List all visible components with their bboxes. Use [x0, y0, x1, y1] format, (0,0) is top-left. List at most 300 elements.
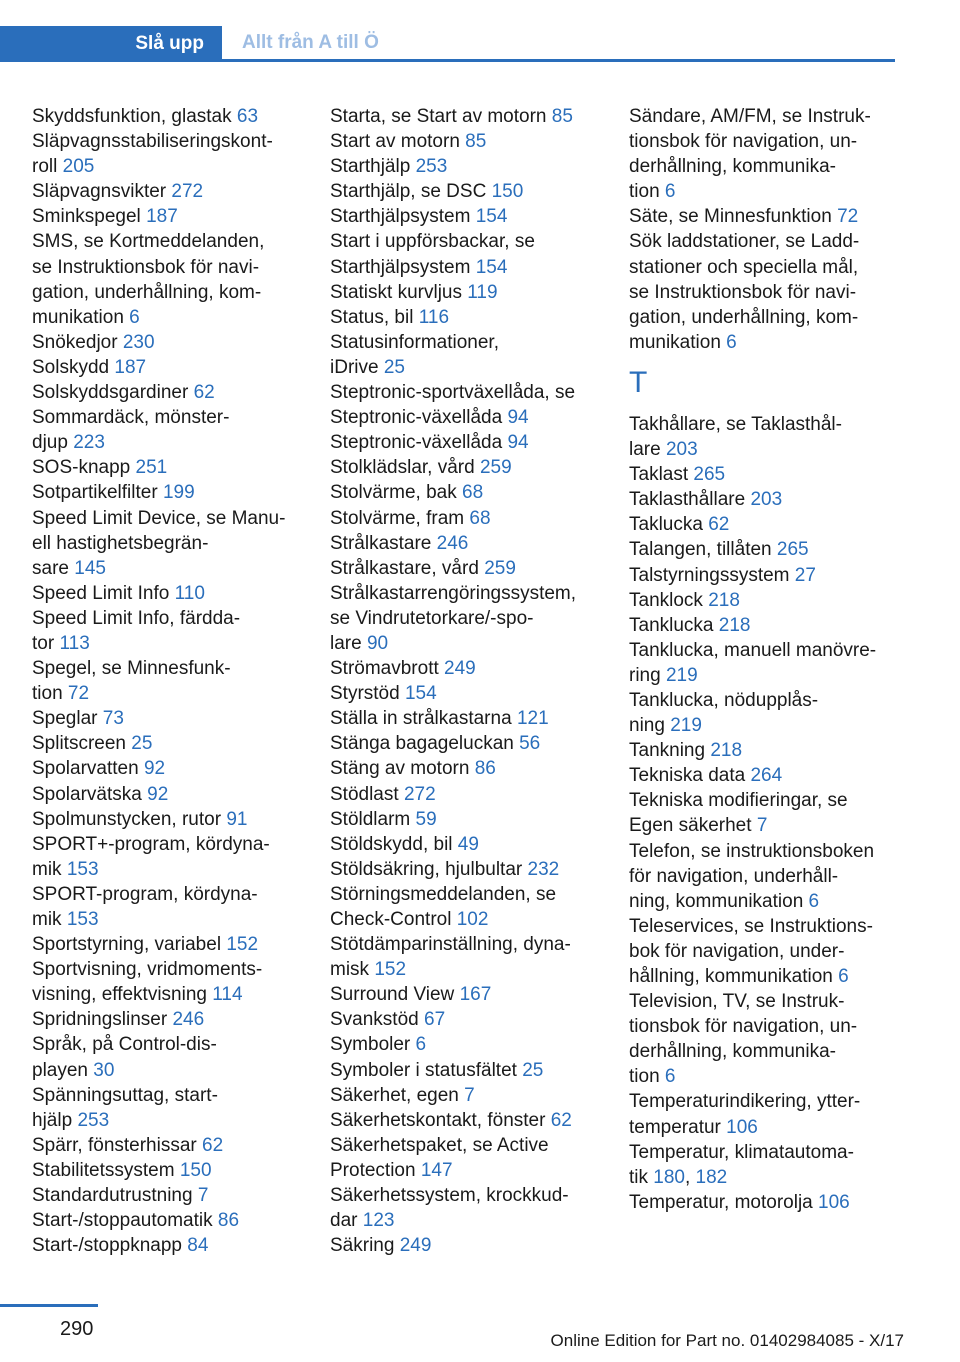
- page-reference-link[interactable]: 150: [491, 181, 524, 203]
- index-entry: [629, 1140, 899, 1190]
- index-entry: [32, 731, 302, 756]
- page-reference-link[interactable]: 218: [718, 614, 751, 636]
- index-entry: [32, 1007, 302, 1032]
- entry-text: [330, 1108, 602, 1133]
- entry-text: [330, 531, 602, 556]
- page-reference-link[interactable]: 152: [226, 934, 259, 956]
- entry-term: Säkerhetssystem, krockkud-: [330, 1185, 569, 1207]
- page-reference-link[interactable]: 249: [399, 1235, 432, 1257]
- page-reference-link[interactable]: 68: [462, 482, 484, 504]
- entry-text: [629, 763, 899, 788]
- entry-text: [32, 957, 302, 982]
- page-reference-link[interactable]: 30: [93, 1059, 115, 1081]
- page-reference-link[interactable]: 67: [424, 1009, 446, 1031]
- entry-term: hjälp: [32, 1109, 73, 1131]
- entry-term: derhållning, kommunika-: [629, 156, 836, 178]
- tab-a-to-z[interactable]: Allt från A till Ö: [242, 31, 379, 53]
- entry-text: [330, 280, 602, 305]
- page-reference-link[interactable]: 62: [202, 1134, 224, 1156]
- page-reference-link[interactable]: 72: [837, 206, 859, 228]
- entry-term: Spegel, se Minnesfunk-: [32, 658, 231, 680]
- page-reference-link[interactable]: 110: [174, 582, 205, 604]
- index-entry: [330, 1083, 602, 1108]
- entry-term: misk: [330, 959, 370, 981]
- index-entry: [32, 179, 302, 204]
- page-reference-link[interactable]: 259: [479, 457, 512, 479]
- entry-term: tion: [629, 181, 660, 203]
- index-entry: [330, 706, 602, 731]
- entry-term: Störningsmeddelanden, se: [330, 883, 557, 905]
- entry-text: [629, 1039, 899, 1064]
- page-reference-link[interactable]: 272: [171, 181, 204, 203]
- page-reference-link[interactable]: 73: [102, 708, 124, 730]
- index-entry: [330, 782, 602, 807]
- entry-text: [32, 656, 302, 681]
- page-reference-link[interactable]: 62: [193, 382, 215, 404]
- entry-text: [629, 154, 899, 179]
- page-reference-link[interactable]: 6: [726, 331, 737, 353]
- entry-term: sare: [32, 557, 69, 579]
- page-reference-link[interactable]: 145: [74, 557, 106, 579]
- page-reference-link[interactable]: 147: [420, 1159, 453, 1181]
- entry-term: Säte, se Minnesfunktion: [629, 206, 832, 228]
- index-entry: [330, 104, 602, 129]
- page-reference-link[interactable]: 205: [62, 156, 95, 178]
- index-entry: [629, 763, 899, 788]
- entry-text: [32, 882, 302, 907]
- entry-text: [629, 462, 899, 487]
- page-reference-link[interactable]: 6: [415, 1034, 427, 1056]
- entry-term: Starthjälp: [330, 156, 411, 178]
- page-reference-link[interactable]: 62: [708, 514, 730, 536]
- page-reference-link[interactable]: 56: [519, 733, 541, 755]
- entry-text: [629, 280, 899, 305]
- entry-term: Strålkastarrengöringssystem,: [330, 582, 577, 604]
- entry-text: [32, 330, 302, 355]
- index-entry: [32, 204, 302, 229]
- page-reference-link[interactable]: 63: [236, 106, 259, 127]
- entry-term: Splitscreen: [32, 733, 126, 755]
- index-entry: [32, 656, 302, 706]
- page-reference-link[interactable]: 259: [484, 557, 516, 579]
- entry-term: se Vindrutetorkare/-spo-: [330, 607, 534, 629]
- entry-term: Solskydd: [32, 356, 110, 378]
- entry-text: [32, 1032, 302, 1057]
- entry-text: [32, 280, 302, 305]
- entry-term: ning: [629, 715, 665, 737]
- entry-text: [32, 355, 302, 380]
- entry-text: [330, 631, 602, 656]
- index-entry: [330, 731, 602, 756]
- page-reference-link[interactable]: 84: [187, 1235, 209, 1257]
- entry-term: roll: [32, 156, 58, 178]
- index-entry: [629, 839, 899, 914]
- entry-text: [32, 581, 302, 606]
- entry-term: Släpvagnsstabiliseringskont-: [32, 131, 273, 153]
- page-reference-link[interactable]: 25: [383, 356, 405, 378]
- entry-text: [32, 255, 302, 280]
- entry-term: Strålkastare, vård: [330, 557, 479, 579]
- entry-text: [32, 1183, 302, 1208]
- entry-text: [330, 807, 602, 832]
- entry-text: [32, 556, 302, 581]
- page-reference-link[interactable]: 25: [131, 733, 153, 755]
- entry-text: [629, 964, 899, 989]
- page-reference-link[interactable]: 150: [179, 1159, 212, 1181]
- entry-text: [32, 129, 302, 154]
- entry-text: [32, 405, 302, 430]
- entry-text: [32, 305, 302, 330]
- page-reference-link[interactable]: 253: [415, 156, 448, 178]
- page-reference-link[interactable]: 187: [146, 206, 178, 228]
- entry-term: Stäng av motorn: [330, 758, 470, 780]
- entry-text: [32, 857, 302, 882]
- entry-term: se Instruktionsbok för navi-: [629, 281, 857, 303]
- entry-text: [330, 907, 602, 932]
- page-reference-link[interactable]: 27: [794, 564, 816, 586]
- entry-term: Spärr, fönsterhissar: [32, 1134, 197, 1156]
- page-reference-link[interactable]: 154: [475, 256, 508, 278]
- entry-text: tik 180, 182: [629, 1166, 728, 1188]
- page-reference-link[interactable]: 59: [415, 808, 437, 830]
- entry-term: temperatur: [629, 1116, 721, 1138]
- page-reference-link[interactable]: 264: [750, 765, 783, 787]
- entry-term: Släpvagnsvikter: [32, 181, 167, 203]
- page-reference-link[interactable]: 85: [465, 131, 487, 153]
- page-reference-link[interactable]: 7: [756, 815, 768, 837]
- entry-text: [32, 179, 302, 204]
- entry-term: tik: [629, 1166, 648, 1188]
- index-entry: [32, 1208, 302, 1233]
- index-entry: [32, 129, 302, 179]
- page-reference-link[interactable]: 223: [73, 432, 105, 454]
- entry-text: [32, 631, 302, 656]
- page-reference-link[interactable]: 49: [457, 833, 479, 855]
- entry-text: [32, 1233, 302, 1258]
- entry-text: [32, 204, 302, 229]
- page-reference-link[interactable]: 119: [467, 281, 498, 303]
- page-reference-link[interactable]: 230: [122, 331, 155, 353]
- entry-term: visning, effektvisning: [32, 984, 207, 1006]
- page-reference-link[interactable]: 167: [459, 984, 492, 1006]
- entry-term: Taklucka: [629, 514, 703, 536]
- entry-term: tionsbok för navigation, un-: [629, 131, 858, 153]
- page-reference-link[interactable]: 203: [665, 439, 698, 461]
- entry-text: [32, 832, 302, 857]
- index-column-1: [32, 104, 302, 1258]
- index-entry: [629, 1190, 899, 1215]
- page-reference-link[interactable]: 253: [77, 1109, 110, 1131]
- entry-term: Start i uppförsbackar, se: [330, 231, 535, 253]
- page-reference-link[interactable]: 121: [516, 708, 549, 730]
- entry-text: [330, 204, 602, 229]
- entry-text: [32, 480, 302, 505]
- page-reference-link[interactable]: 68: [469, 507, 491, 529]
- page-reference-link[interactable]: 7: [197, 1185, 209, 1207]
- entry-term: Starthjälpsystem: [330, 206, 471, 228]
- entry-term: tion: [32, 683, 63, 705]
- entry-text: [629, 1140, 899, 1165]
- entry-term: Spolmunstycken, rutor: [32, 808, 222, 830]
- page-reference-link[interactable]: 85: [551, 106, 573, 127]
- entry-text: [32, 782, 302, 807]
- index-column-2: [330, 104, 602, 1258]
- page-reference-link[interactable]: 86: [474, 758, 496, 780]
- entry-term: Säkerhetskontakt, fönster: [330, 1109, 546, 1131]
- index-entry: [330, 430, 602, 455]
- index-entry: [32, 330, 302, 355]
- page-reference-link[interactable]: 94: [507, 432, 529, 454]
- entry-term: Tanklucka, manuell manövre-: [629, 639, 877, 661]
- index-entry: [32, 782, 302, 807]
- entry-term: SMS, se Kortmeddelanden,: [32, 231, 265, 253]
- index-entry: [32, 229, 302, 329]
- entry-term: tor: [32, 632, 55, 654]
- page-reference-link[interactable]: 102: [456, 909, 489, 930]
- entry-text: [330, 982, 602, 1007]
- entry-text: [32, 1083, 302, 1108]
- entry-term: djup: [32, 432, 68, 454]
- index-entry: [330, 681, 602, 706]
- entry-text: [32, 932, 302, 957]
- entry-term: Temperatur, motorolja: [629, 1191, 813, 1213]
- index-entry: [330, 982, 602, 1007]
- entry-term: Tekniska data: [629, 765, 746, 787]
- entry-term: iDrive: [330, 356, 379, 378]
- entry-text: [629, 638, 899, 663]
- entry-term: Strömavbrott: [330, 658, 439, 680]
- index-entry: [629, 412, 899, 462]
- index-entry: [330, 882, 602, 932]
- page-reference-link[interactable]: 219: [670, 715, 702, 737]
- entry-text: [32, 681, 302, 706]
- index-entry: [330, 455, 602, 480]
- page-reference-link[interactable]: 251: [135, 457, 168, 479]
- footer-rule: [0, 1304, 98, 1307]
- entry-term: ring: [629, 664, 661, 686]
- entry-term: Spolarvatten: [32, 758, 139, 780]
- entry-text: [330, 104, 602, 129]
- entry-term: munikation: [629, 331, 721, 353]
- entry-text: [330, 1158, 602, 1183]
- entry-text: [32, 706, 302, 731]
- entry-text: [32, 731, 302, 756]
- entry-text: [629, 204, 899, 229]
- page-reference-link[interactable]: 6: [664, 181, 676, 203]
- page-reference-link[interactable]: 246: [436, 532, 469, 554]
- page-reference-link[interactable]: 246: [172, 1009, 205, 1031]
- page-reference-link[interactable]: 154: [475, 206, 508, 228]
- entry-term: Stolklädslar, vård: [330, 457, 475, 479]
- entry-term: Stötdämparinställning, dyna-: [330, 934, 571, 956]
- entry-text: [32, 506, 302, 531]
- entry-text: [629, 229, 899, 254]
- entry-text: [629, 839, 899, 864]
- page-reference-link[interactable]: 86: [217, 1210, 240, 1232]
- entry-term: Talstyrningssystem: [629, 564, 790, 586]
- entry-term: Talangen, tillåten: [629, 539, 772, 561]
- page-reference-link[interactable]: 6: [808, 890, 820, 912]
- entry-term: Taklasthållare: [629, 489, 746, 511]
- entry-term: Stolvärme, fram: [330, 507, 465, 529]
- index-entry: [32, 104, 302, 129]
- index-entry: [32, 480, 302, 505]
- page-reference-link[interactable]: 180: [653, 1166, 685, 1188]
- entry-text: [32, 982, 302, 1007]
- entry-term: Protection: [330, 1159, 416, 1181]
- page-reference-link[interactable]: 123: [362, 1210, 395, 1232]
- entry-text: [629, 563, 899, 588]
- page-reference-link[interactable]: 199: [162, 482, 195, 504]
- page-reference-link[interactable]: 152: [374, 959, 407, 981]
- entry-text: [32, 1133, 302, 1158]
- page-reference-link[interactable]: 6: [129, 306, 140, 328]
- page-reference-link[interactable]: 72: [67, 683, 90, 705]
- entry-term: ell hastighetsbegrän-: [32, 532, 209, 554]
- page-reference-link[interactable]: 90: [366, 632, 389, 654]
- entry-term: Stöldskydd, bil: [330, 833, 453, 855]
- page-reference-link[interactable]: 153: [66, 909, 99, 930]
- entry-term: Tanklock: [629, 589, 703, 611]
- entry-text: [629, 179, 899, 204]
- index-entry: [32, 832, 302, 882]
- entry-text: [330, 706, 602, 731]
- entry-text: [32, 1208, 302, 1233]
- entry-text: [330, 1208, 602, 1233]
- index-entry: [330, 1183, 602, 1233]
- page-reference-link[interactable]: 153: [66, 858, 99, 880]
- page-reference-link[interactable]: 182: [695, 1166, 728, 1188]
- entry-term: Solskyddsgardiner: [32, 382, 189, 404]
- page-reference-link[interactable]: 25: [522, 1059, 544, 1081]
- entry-text: [629, 1190, 899, 1215]
- entry-term: Temperaturindikering, ytter-: [629, 1091, 861, 1113]
- entry-term: Statusinformationer,: [330, 331, 499, 353]
- entry-text: [330, 681, 602, 706]
- entry-text: [629, 512, 899, 537]
- index-entry: [330, 154, 602, 179]
- entry-term: Strålkastare: [330, 532, 432, 554]
- page-reference-link[interactable]: 92: [147, 783, 169, 805]
- page-reference-link[interactable]: 106: [726, 1116, 758, 1138]
- page-reference-link[interactable]: 116: [418, 306, 450, 328]
- entry-text: [330, 1083, 602, 1108]
- index-entry: [330, 656, 602, 681]
- entry-term: Stöldsäkring, hjulbultar: [330, 858, 523, 880]
- page-reference-link[interactable]: 187: [114, 356, 147, 378]
- index-entry: [330, 480, 602, 505]
- index-entry: [330, 229, 602, 279]
- page-number: 290: [60, 1318, 94, 1340]
- entry-text: [629, 864, 899, 889]
- page-reference-link[interactable]: 91: [226, 808, 248, 830]
- entry-term: Start av motorn: [330, 131, 460, 153]
- entry-term: Symboler: [330, 1034, 411, 1056]
- page-reference-link[interactable]: 219: [665, 664, 698, 686]
- page-reference-link[interactable]: 92: [143, 758, 166, 780]
- entry-text: [32, 229, 302, 254]
- entry-text: [32, 606, 302, 631]
- index-entry: [330, 506, 602, 531]
- index-entry: [330, 280, 602, 305]
- page-reference-link[interactable]: 106: [818, 1191, 850, 1213]
- entry-text: [330, 556, 602, 581]
- page-reference-link[interactable]: 114: [212, 984, 243, 1006]
- entry-term: Symboler i statusfältet: [330, 1059, 517, 1081]
- entry-text: [330, 506, 602, 531]
- entry-term: ning, kommunikation: [629, 890, 804, 912]
- entry-term: Steptronic-växellåda: [330, 407, 503, 429]
- index-entry: [330, 1058, 602, 1083]
- entry-term: Tanklucka, nödupplås-: [629, 689, 819, 711]
- index-entry: [629, 104, 899, 204]
- page-reference-link[interactable]: 232: [527, 858, 560, 880]
- index-entry: [32, 1032, 302, 1082]
- entry-term: Styrstöd: [330, 683, 400, 705]
- entry-term: SPORT-program, kördyna-: [32, 883, 258, 905]
- index-entry: [629, 613, 899, 638]
- index-entry: [32, 1233, 302, 1258]
- page-reference-link[interactable]: 203: [750, 489, 783, 511]
- index-entry: [629, 688, 899, 738]
- entry-text: [330, 1183, 602, 1208]
- page-reference-link[interactable]: 94: [507, 407, 529, 429]
- index-entry: [629, 487, 899, 512]
- edition-note: Online Edition for Part no. 01402984085 - X/17: [550, 1331, 904, 1350]
- entry-term: Sminkspegel: [32, 206, 141, 228]
- page-reference-link[interactable]: 249: [444, 658, 476, 680]
- entry-term: Temperatur, klimatautoma-: [629, 1141, 854, 1163]
- page-reference-link[interactable]: 218: [710, 740, 743, 762]
- entry-text: [330, 857, 602, 882]
- entry-term: Stolvärme, bak: [330, 482, 457, 504]
- page-reference-link[interactable]: 154: [404, 683, 437, 705]
- entry-text: [330, 832, 602, 857]
- entry-term: Telefon, se instruktionsboken: [629, 840, 875, 862]
- index-entry: [629, 563, 899, 588]
- page-reference-link[interactable]: 6: [838, 966, 849, 987]
- entry-term: Speed Limit Info: [32, 582, 170, 604]
- index-entry: [32, 1183, 302, 1208]
- entry-text: [629, 663, 899, 688]
- page-reference-link[interactable]: 7: [464, 1084, 475, 1106]
- entry-text: [629, 487, 899, 512]
- index-entry: [629, 989, 899, 1089]
- entry-text: [330, 731, 602, 756]
- entry-term: Säkerhetspaket, se Active: [330, 1134, 549, 1156]
- entry-text: [629, 788, 899, 813]
- page-reference-link[interactable]: 6: [664, 1066, 676, 1088]
- entry-term: Sotpartikelfilter: [32, 482, 158, 504]
- page-reference-link[interactable]: 62: [550, 1109, 572, 1131]
- tab-lookup[interactable]: Slå upp: [0, 26, 222, 62]
- page-reference-link[interactable]: 265: [693, 464, 726, 486]
- entry-term: lare: [330, 632, 362, 654]
- entry-text: [330, 380, 602, 405]
- page-reference-link[interactable]: 265: [776, 539, 809, 561]
- index-entry: [32, 1158, 302, 1183]
- entry-term: Spänningsuttag, start-: [32, 1084, 218, 1106]
- entry-text: [629, 939, 899, 964]
- entry-text: [629, 330, 899, 355]
- entry-text: [330, 430, 602, 455]
- page-reference-link[interactable]: 218: [708, 589, 740, 611]
- page-reference-link[interactable]: 113: [59, 632, 90, 654]
- page-reference-link[interactable]: 272: [403, 783, 436, 805]
- entry-text: [330, 882, 602, 907]
- entry-text: [330, 129, 602, 154]
- entry-term: dar: [330, 1210, 358, 1232]
